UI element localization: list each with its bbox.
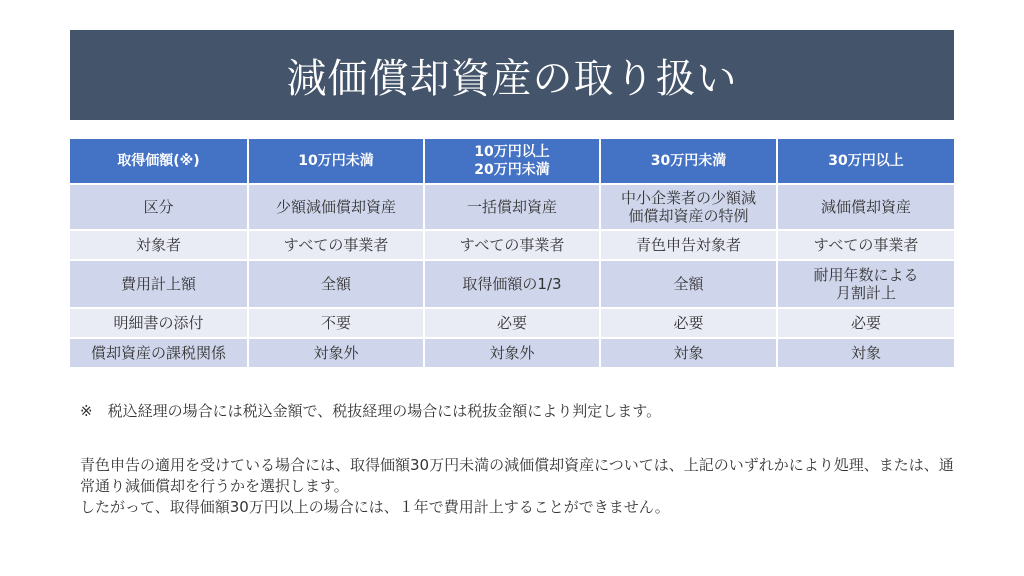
table-cell: 対象 [600, 338, 777, 368]
explanation-line-1: 青色申告の適用を受けている場合には、取得価額30万円未満の減価償却資産については、上記のいずれかにより処理、または、通常通り減価償却を行うかを選択します。 [80, 456, 954, 495]
header-under-300k: 30万円未満 [600, 139, 777, 184]
table-cell: 必要 [424, 308, 600, 338]
table-cell: 一括償却資産 [424, 184, 600, 230]
slide-title: 減価償却資産の取り扱い [286, 55, 738, 102]
table-row [70, 260, 954, 308]
table-row [70, 184, 954, 230]
table-cell: 必要 [600, 308, 777, 338]
table-cell: 青色申告対象者 [600, 230, 777, 260]
footnote: ※ 税込経理の場合には税込金額で、税抜経理の場合には税抜金額により判定します。 [80, 402, 662, 420]
header-under-100k: 10万円未満 [248, 139, 424, 184]
table-cell: 中小企業者の少額減 価償却資産の特例 [600, 184, 777, 230]
table-cell: 少額減価償却資産 [248, 184, 424, 230]
table-cell: 対象 [777, 338, 954, 368]
header-acquisition-cost: 取得価額(※) [70, 139, 248, 184]
table-cell: すべての事業者 [424, 230, 600, 260]
table-row [70, 338, 954, 368]
explanation-paragraph [80, 455, 960, 518]
row-label: 区分 [70, 184, 248, 230]
table-cell: 必要 [777, 308, 954, 338]
header-300k-and-over: 30万円以上 [777, 139, 954, 184]
title-bar [70, 30, 954, 120]
table-header-row [70, 139, 954, 184]
table-cell: 耐用年数による 月割計上 [777, 260, 954, 308]
row-label: 明細書の添付 [70, 308, 248, 338]
table-cell: 全額 [600, 260, 777, 308]
table-cell: すべての事業者 [248, 230, 424, 260]
table-cell: 対象外 [248, 338, 424, 368]
table-row [70, 230, 954, 260]
depreciation-table [70, 139, 954, 369]
explanation-line-2: したがって、取得価額30万円以上の場合には、１年で費用計上することができません。 [80, 498, 670, 516]
header-100k-to-200k: 10万円以上 20万円未満 [424, 139, 600, 184]
row-label: 対象者 [70, 230, 248, 260]
table-row [70, 308, 954, 338]
table-cell: すべての事業者 [777, 230, 954, 260]
table-cell: 取得価額の1/3 [424, 260, 600, 308]
table-cell: 対象外 [424, 338, 600, 368]
table-cell: 減価償却資産 [777, 184, 954, 230]
row-label: 費用計上額 [70, 260, 248, 308]
table-cell: 全額 [248, 260, 424, 308]
row-label: 償却資産の課税関係 [70, 338, 248, 368]
table-cell: 不要 [248, 308, 424, 338]
